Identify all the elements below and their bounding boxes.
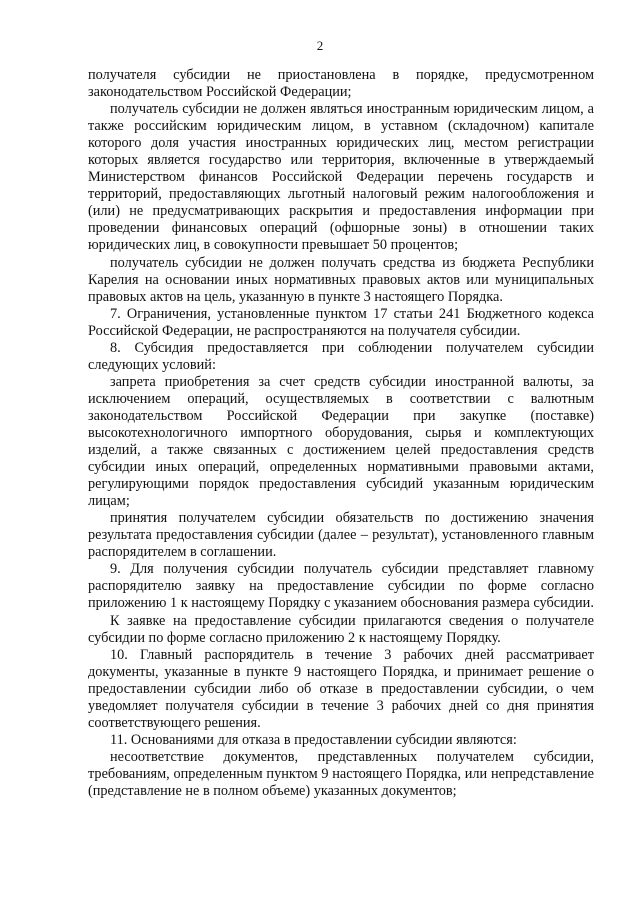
paragraph: 7. Ограничения, установленные пунктом 17 статьи 241 Бюджетного кодекса Российской Федерации, не распространяются на получателя субсидии. (88, 305, 594, 339)
page-number: 2 (316, 38, 324, 53)
document-body (88, 67, 594, 800)
paragraph: 11. Основаниями для отказа в предоставлении субсидии являются: (110, 731, 517, 748)
paragraph: запрета приобретения за счет средств субсидии иностранной валюты, за исключением операций, осуществляемых в соответствии с валютным законодательством Российской Федерации при закупке (поставке) высокотехнологичного импортного оборудования, сырья и комплектующих изделий, а также связанных с достижением целей предоставления средств субсидии иных операций, определенных нормативными правовыми актами, регулирующими порядок предоставления субсидий указанным юридическим лицам; (88, 373, 594, 510)
paragraph: К заявке на предоставление субсидии прилагаются сведения о получателе субсидии по форме согласно приложению 2 к настоящему Порядку. (88, 612, 594, 646)
paragraph: получатель субсидии не должен являться иностранным юридическим лицом, а также российским юридическим лицом, в уставном (складочном) капитале которого доля участия иностранных юридических лиц, местом регистрации которых является государство или территория, включенные в утверждаемый Министерством финансов Российской Федерации перечень государств и территорий, предоставляющих льготный налоговый режим налогообложения и (или) не предусматривающих раскрытия и предоставления информации при проведении финансовых операций (офшорные зоны) в отношении таких юридических лиц, в совокупности превышает 50 процентов; (88, 101, 594, 254)
paragraph: 9. Для получения субсидии получатель субсидии представляет главному распорядителю заявку на предоставление субсидии по форме согласно приложению 1 к настоящему Порядку с указанием обоснования размера субсидии. (88, 561, 594, 612)
paragraph: получатель субсидии не должен получать средства из бюджета Республики Карелия на основании иных нормативных правовых актов или муниципальных правовых актов на цель, указанную в пункте 3 настоящего Порядка. (88, 254, 594, 305)
paragraph: несоответствие документов, представленных получателем субсидии, требованиям, определенным пунктом 9 настоящего Порядка, или непредставление (представление не в полном объеме) указанных документов; (88, 748, 594, 799)
paragraph: 8. Субсидия предоставляется при соблюдении получателем субсидии следующих условий: (88, 339, 594, 373)
paragraph: получателя субсидии не приостановлена в порядке, предусмотренном законодательством Российской Федерации; (88, 67, 594, 101)
paragraph: принятия получателем субсидии обязательств по достижению значения результата предоставления субсидии (далее – результат), установленного главным распорядителем в соглашении. (88, 510, 594, 561)
paragraph: 10. Главный распорядитель в течение 3 рабочих дней рассматривает документы, указанные в пункте 9 настоящего Порядка, и принимает решение о предоставлении субсидии либо об отказе в предоставлении субсидии, о чем уведомляет получателя субсидии в течение 3 рабочих дней со дня принятия соответствующего решения. (88, 646, 594, 731)
